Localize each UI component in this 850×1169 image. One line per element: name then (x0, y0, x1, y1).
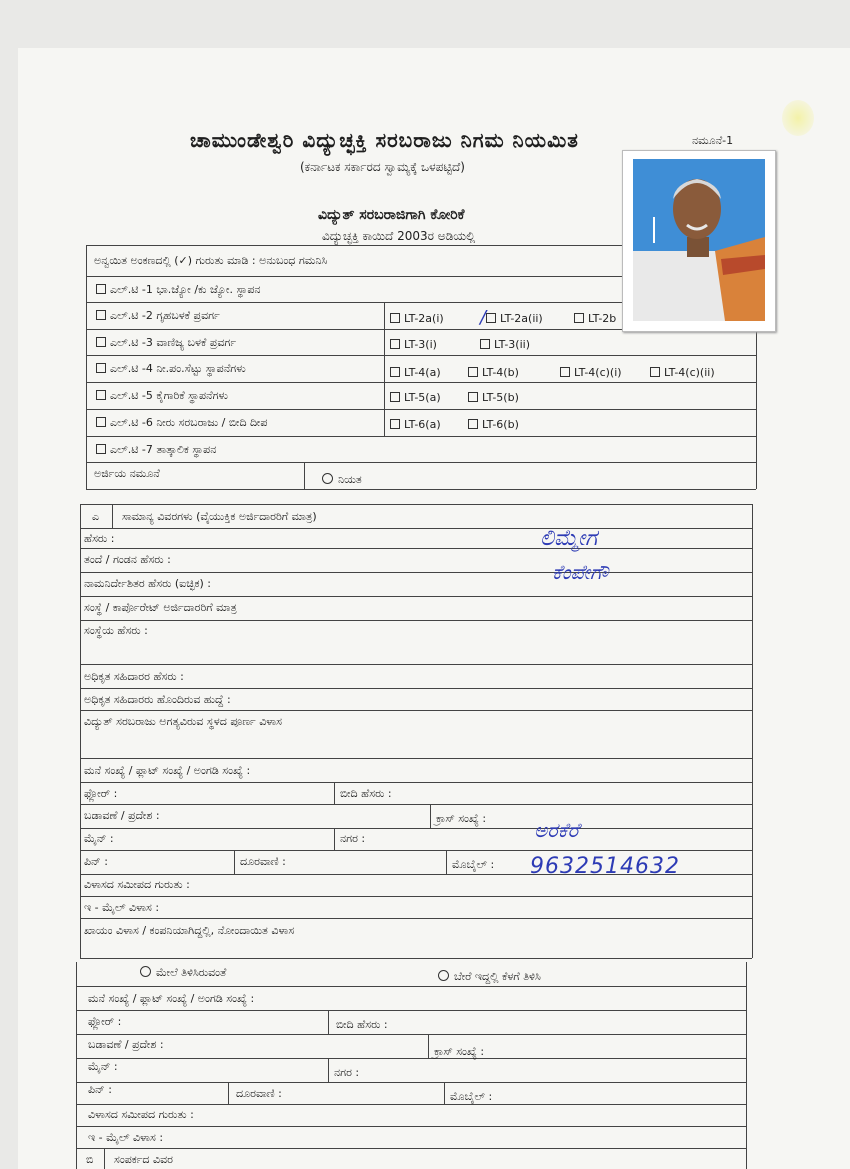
tariff-lt5[interactable] (96, 389, 228, 403)
perm-phone-label: ದೂರವಾಣಿ : (236, 1087, 282, 1100)
section-b-marker: ಬಿ (86, 1153, 94, 1166)
checkbox[interactable] (96, 310, 106, 320)
option-lt4a[interactable]: LT-4(a) (390, 366, 441, 379)
signatory-post-label: ಅಧಿಕೃತ ಸಹಿದಾರರು ಹೊಂದಿರುವ ಹುದ್ದೆ : (84, 693, 231, 706)
checkbox[interactable] (390, 419, 400, 429)
tariff-lt6[interactable] (96, 416, 267, 430)
option-lt3-ii[interactable]: LT-3(ii) (480, 338, 530, 351)
radio-button[interactable] (322, 473, 333, 484)
checkbox[interactable] (650, 367, 660, 377)
checkbox[interactable] (390, 313, 400, 323)
option-lt3-i[interactable]: LT-3(i) (390, 338, 437, 351)
section-a-title: ಸಾಮಾನ್ಯ ವಿವರಗಳು (ವೈಯುಕ್ತಿಕ ಅರ್ಜಿದಾರರಿಗೆ ಮಾತ್ರ) (122, 510, 317, 523)
checkbox[interactable] (96, 284, 106, 294)
house-number-label: ಮನೆ ಸಂಖ್ಯೆ / ಫ್ಲಾಟ್ ಸಂಖ್ಯೆ / ಅಂಗಡಿ ಸಂಖ್ಯೆ : (84, 764, 251, 777)
applicant-photo (622, 150, 776, 332)
same-as-above-option[interactable]: ಮೇಲೆ ತಿಳಿಸಿರುವಂತೆ (140, 966, 226, 980)
perm-cross-label: ಕ್ರಾಸ್ ಸಂಖ್ಯೆ : (434, 1045, 485, 1058)
checkbox[interactable] (96, 363, 106, 373)
perm-floor-label: ಫ್ಲೋರ್ : (88, 1015, 122, 1028)
option-lt4c-ii[interactable]: LT-4(c)(ii) (650, 366, 715, 379)
checkbox[interactable] (390, 392, 400, 402)
perm-mobile-label: ಮೊಬೈಲ್ : (450, 1090, 493, 1103)
nominee-label: ನಾಮನಿರ್ದೇಶಿತರ ಹೆಸರು (ಐಚ್ಛಿಕ) : (84, 577, 211, 590)
handwritten-city: ಅರಕೆರೆ (534, 818, 579, 842)
tick-mark: / (480, 307, 487, 328)
form-act: ವಿದ್ಯುಚ್ಛಕ್ತಿ ಕಾಯಿದೆ 2003ರ ಅಡಿಯಲ್ಲಿ (322, 229, 476, 243)
organization-title: ಚಾಮುಂಡೇಶ್ವರಿ ವಿದ್ಯುಚ್ಛಕ್ತಿ ಸರಬರಾಜು ನಿಗಮ ನಿಯಮಿತ (190, 128, 579, 152)
option-lt6a[interactable]: LT-6(a) (390, 418, 441, 431)
different-address-option[interactable]: ಬೇರೆ ಇದ್ದಲ್ಲಿ ಕೆಳಗೆ ತಿಳಿಸಿ (438, 970, 541, 984)
floor-label: ಫ್ಲೋರ್ : (84, 787, 118, 800)
father-name-label: ತಂದೆ / ಗಂಡನ ಹೆಸರು : (84, 553, 171, 566)
checkbox[interactable] (390, 339, 400, 349)
checkbox[interactable] (390, 367, 400, 377)
city-label: ನಗರ : (340, 832, 366, 845)
checkbox[interactable] (468, 392, 478, 402)
form-title: ವಿದ್ಯುತ್ ಸರಬರಾಜಿಗಾಗಿ ಕೋರಿಕೆ (318, 207, 465, 223)
perm-house-number-label: ಮನೆ ಸಂಖ್ಯೆ / ಫ್ಲಾಟ್ ಸಂಖ್ಯೆ / ಅಂಗಡಿ ಸಂಖ್ಯೆ : (88, 992, 255, 1005)
supply-address-label: ವಿದ್ಯುತ್ ಸರಬರಾಜು ಅಗತ್ಯವಿರುವ ಸ್ಥಳದ ಪೂರ್ಣ ವಿಳಾಸ (84, 715, 282, 728)
form-number: ನಮೂನೆ-1 (692, 134, 734, 147)
perm-main-label: ಮೈನ್ : (88, 1060, 118, 1073)
option-lt5a[interactable]: LT-5(a) (390, 391, 441, 404)
cross-label: ಕ್ರಾಸ್ ಸಂಖ್ಯೆ : (436, 812, 487, 825)
paper-stain (782, 100, 814, 136)
tariff-lt2[interactable] (96, 309, 220, 323)
tariff-label: ಎಲ್.ಟಿ -2 ಗೃಹಬಳಕೆ ಪ್ರವರ್ಗ (110, 309, 220, 322)
tariff-instruction: ಅನ್ವಯಿತ ಅಂಕಣದಲ್ಲಿ (✓) ಗುರುತು ಮಾಡಿ : ಅನುಬಂಧ ಗಮನಿಸಿ (94, 254, 328, 267)
checkbox[interactable] (96, 390, 106, 400)
option-lt4c-i[interactable]: LT-4(c)(i) (560, 366, 622, 379)
perm-email-label: ಇ - ಮೈಲ್ ವಿಳಾಸ : (88, 1131, 164, 1144)
checkbox[interactable] (96, 337, 106, 347)
tariff-lt7[interactable] (96, 443, 216, 457)
email-label: ಇ - ಮೈಲ್ ವಿಳಾಸ : (84, 901, 160, 914)
checkbox[interactable] (96, 417, 106, 427)
handwritten-father-name: ಕೆಂಪೇಗೌ (552, 560, 609, 584)
perm-area-label: ಬಡಾವಣೆ / ಪ್ರದೇಶ : (88, 1038, 164, 1051)
tariff-lt3[interactable] (96, 336, 236, 350)
section-a-marker: ಎ (92, 510, 100, 523)
tariff-label: ಎಲ್.ಟಿ -4 ನೀ.ಪಂ.ಸೆಟ್ಟು ಸ್ಥಾಪನೆಗಳು (110, 362, 246, 375)
perm-landmark-label: ವಿಳಾಸದ ಸಮೀಪದ ಗುರುತು : (88, 1108, 194, 1121)
option-lt4b[interactable]: LT-4(b) (468, 366, 519, 379)
tariff-lt4[interactable] (96, 362, 246, 376)
checkbox[interactable] (480, 339, 490, 349)
radio-button[interactable] (140, 966, 151, 977)
section-b-title: ಸಂಪರ್ಕದ ವಿವರ (114, 1153, 173, 1166)
checkbox[interactable] (486, 313, 496, 323)
checkbox[interactable] (574, 313, 584, 323)
pin-label: ಪಿನ್ : (84, 855, 108, 868)
handwritten-mobile: 9632514632 (530, 854, 680, 879)
tariff-label: ಎಲ್.ಟಿ -6 ನೀರು ಸರಬರಾಜು / ಬೀದಿ ದೀಪ (110, 416, 268, 429)
radio-button[interactable] (438, 970, 449, 981)
organization-only-label: ಸಂಸ್ಥೆ / ಕಾರ್ಪೊರೇಟ್ ಅರ್ಜಿದಾರರಿಗೆ ಮಾತ್ರ (84, 601, 237, 614)
perm-city-label: ನಗರ : (334, 1066, 360, 1079)
option-lt2a-ii[interactable]: LT-2a(ii) (486, 312, 543, 325)
perm-street-label: ಬೀದಿ ಹೆಸರು : (336, 1018, 388, 1031)
main-label: ಮೈನ್ : (84, 832, 114, 845)
option-lt5b[interactable]: LT-5(b) (468, 391, 519, 404)
checkbox[interactable] (560, 367, 570, 377)
area-label: ಬಡಾವಣೆ / ಪ್ರದೇಶ : (84, 809, 160, 822)
option-lt2a-i[interactable]: LT-2a(i) (390, 312, 444, 325)
application-type-label: ಅರ್ಜಿಯ ನಮೂನೆ (94, 467, 160, 480)
handwritten-name: ಲಿಮ್ಮೇಗ (540, 526, 598, 551)
signatory-name-label: ಅಧಿಕೃತ ಸಹಿದಾರರ ಹೆಸರು : (84, 670, 184, 683)
organization-name-label: ಸಂಸ್ಥೆಯ ಹೆಸರು : (84, 624, 148, 637)
mobile-label: ಮೊಬೈಲ್ : (452, 858, 495, 871)
permanent-address-label: ಖಾಯಂ ವಿಳಾಸ / ಕಂಪನಿಯಾಗಿದ್ದಲ್ಲಿ, ನೋಂದಾಯಿತ ವಿಳಾಸ (84, 924, 295, 937)
perm-pin-label: ಪಿನ್ : (88, 1083, 112, 1096)
checkbox[interactable] (468, 367, 478, 377)
street-label: ಬೀದಿ ಹೆಸರು : (340, 787, 392, 800)
name-label: ಹೆಸರು : (84, 532, 115, 545)
phone-label: ದೂರವಾಣಿ : (240, 855, 286, 868)
checkbox[interactable] (96, 444, 106, 454)
tariff-label: ಎಲ್.ಟಿ -7 ತಾತ್ಕಾಲಿಕ ಸ್ಥಾಪನ (110, 443, 217, 456)
option-lt2b[interactable]: LT-2b (574, 312, 616, 325)
organization-subtitle: (ಕರ್ನಾಟಕ ಸರ್ಕಾರದ ಸ್ವಾಮ್ಯಕ್ಕೆ ಒಳಪಟ್ಟಿದೆ) (300, 160, 465, 174)
option-lt6b[interactable]: LT-6(b) (468, 418, 519, 431)
tariff-label: ಎಲ್.ಟಿ -5 ಕೈಗಾರಿಕೆ ಸ್ಥಾಪನೆಗಳು (110, 389, 229, 402)
checkbox[interactable] (468, 419, 478, 429)
tariff-label: ಎಲ್.ಟಿ -1 ಭಾ.ಜ್ಯೋ /ಕು ಜ್ಯೋ. ಸ್ಥಾಪನ (110, 283, 261, 296)
tariff-lt1[interactable] (96, 283, 261, 297)
landmark-label: ವಿಳಾಸದ ಸಮೀಪದ ಗುರುತು : (84, 878, 190, 891)
application-type-regular[interactable]: ನಿಯತ (322, 473, 362, 487)
tariff-label: ಎಲ್.ಟಿ -3 ವಾಣಿಜ್ಯ ಬಳಕೆ ಪ್ರವರ್ಗ (110, 336, 237, 349)
